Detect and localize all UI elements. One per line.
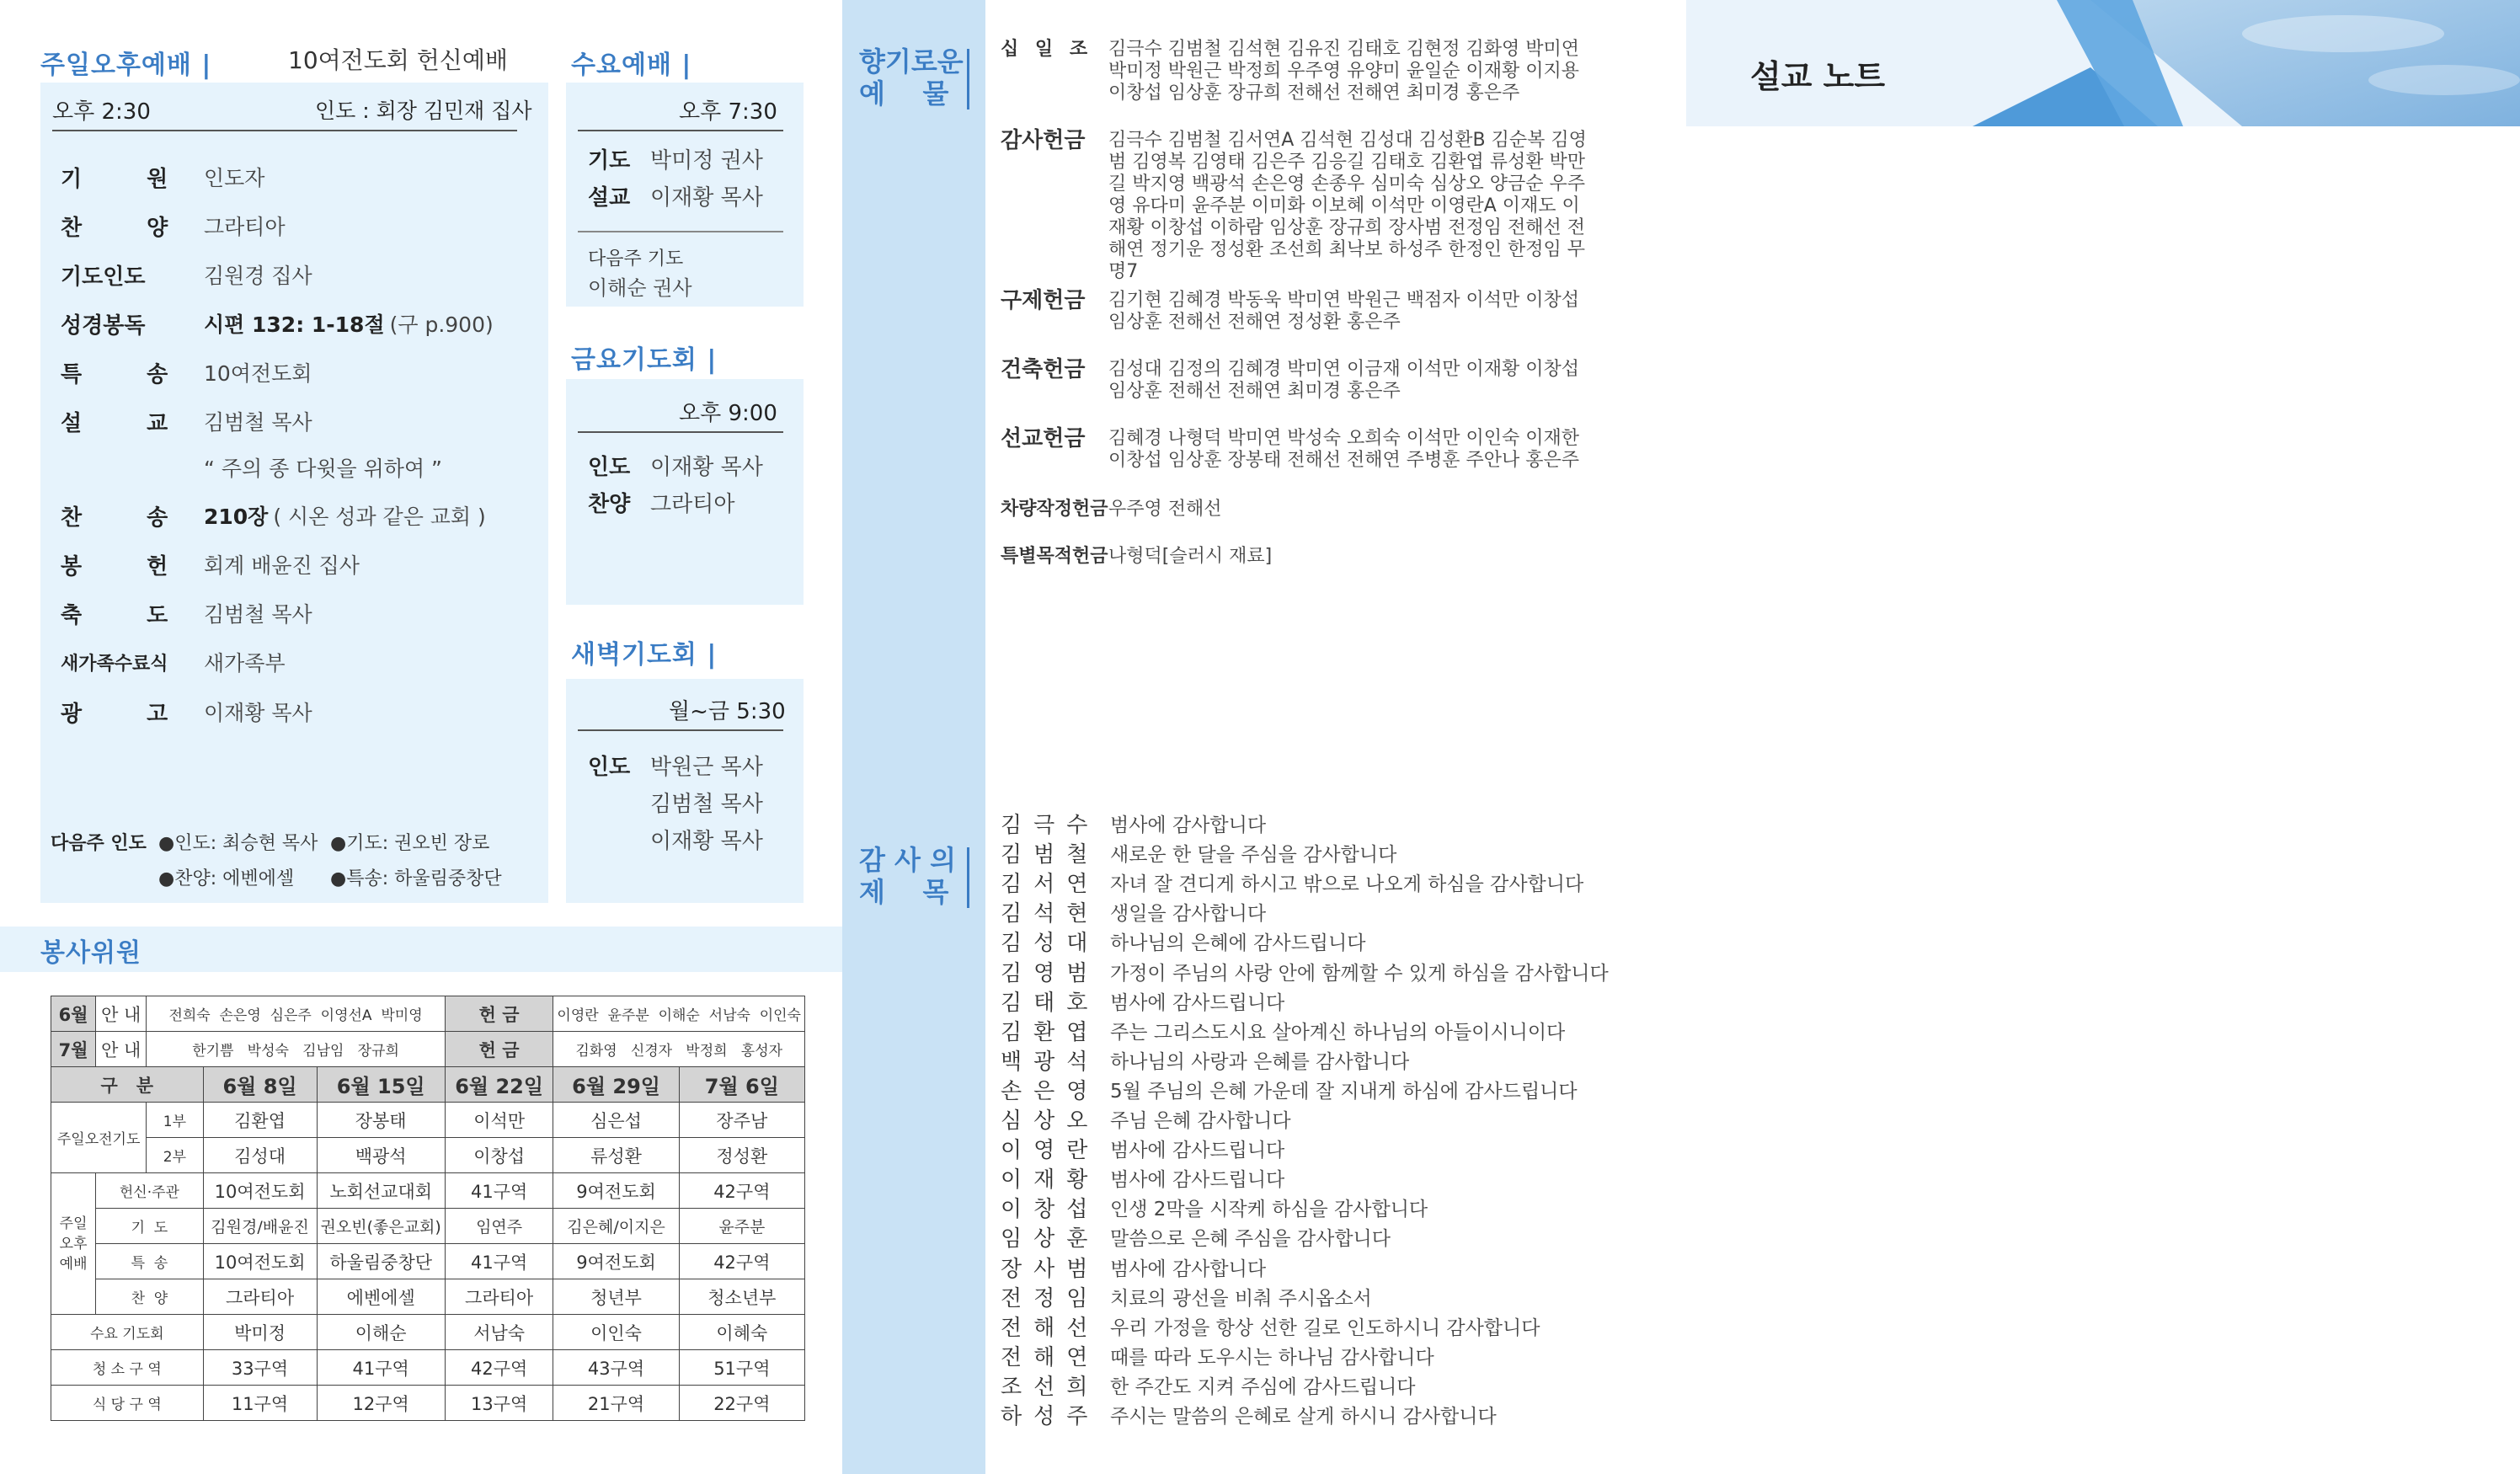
duty-cell: 권오빈(좋은교회) [317,1209,445,1244]
duty-cell: 9여전도회 [553,1244,679,1279]
month-cell: 6월 [51,996,96,1032]
sermon-note-banner [1686,0,2520,126]
thanks-message: 가정이 주님의 사랑 안에 함께할 수 있게 하심을 감사합니다 [1110,962,1609,985]
guide-names-cell: 한기쁨 박성숙 김남임 장규희 [147,1032,446,1067]
offering-names: 김극수 김범철 김석현 김유진 김태호 김현정 김화영 박미연 박미정 박원근 박정희 우주영 유양미 윤일순 이재황 이지용 이창섭 임상훈 장규희 전해선 전해연 최미경 홍은주 [1108,39,1580,104]
duty-cell: 10여전도회 [203,1244,317,1279]
month-duty-row [51,1032,805,1067]
thanks-row [1001,1075,1578,1104]
thanks-name: 장사범 [1001,1256,1100,1282]
date-header-cell: 7월 6일 [679,1067,804,1103]
offering-label-cell: 헌 금 [445,1032,553,1067]
duty-cell: 이석만 [445,1103,553,1138]
dawn-leader: 이재황 목사 [650,829,763,854]
thanks-name: 김서연 [1001,872,1100,898]
duty-cell: 김은혜/이지은 [553,1209,679,1244]
thanks-message: 범사에 감사합니다 [1110,1258,1267,1280]
wednesday-next-value: 이해순 권사 [588,276,692,300]
thanks-name: 김극수 [1001,813,1100,838]
order-label: 봉 헌 [61,553,197,579]
thanks-message: 범사에 감사드립니다 [1110,991,1285,1014]
thanks-message: 하나님의 사랑과 은혜를 감사합니다 [1110,1050,1410,1073]
order-row [61,258,312,291]
thanks-message: 자녀 잘 견디게 하시고 밖으로 나오게 하심을 감사합니다 [1110,873,1584,896]
left-divider-strip [842,0,985,1474]
pm-service-row [51,1209,805,1244]
sunday-pm-leader: 인도 : 회장 김민재 집사 [315,99,532,123]
order-row [61,160,264,194]
thanks-name: 김영범 [1001,960,1100,986]
duty-cell: 43구역 [553,1350,679,1386]
wednesday-next-label: 다음주 기도 [588,248,684,270]
order-row [61,451,442,484]
duty-cell: 42구역 [679,1244,804,1279]
duty-cell: 노회선교대회 [317,1173,445,1209]
wednesday-prayer: 기도 박미정 권사 [588,148,763,174]
thanks-message: 주님 은혜 감사합니다 [1110,1110,1291,1132]
thanks-message: 때를 따라 도우시는 하나님 감사합니다 [1110,1346,1434,1369]
thanks-message: 5월 주님의 은혜 가운데 잘 지내게 하심에 감사드립니다 [1110,1080,1578,1103]
thanks-row [1001,1134,1284,1163]
part-cell: 기 도 [96,1209,203,1244]
part-cell: 특 송 [96,1244,203,1279]
thanks-message: 치료의 광선을 비춰 주시옵소서 [1110,1287,1372,1310]
friday-praise: 찬양 그라티아 [588,492,735,517]
order-row [61,307,494,340]
offering-type: 구제헌금 [1001,288,1086,313]
offering-type: 선교헌금 [1001,426,1086,451]
duty-label-cell: 식 당 구 역 [51,1386,204,1421]
thanks-message: 새로운 한 달을 주심을 감사합니다 [1110,844,1397,867]
thanks-name: 김성대 [1001,931,1100,957]
duty-cell: 이창섭 [445,1138,553,1173]
thanks-side-bar [967,847,969,908]
offering-type: 십 일 조 [1001,39,1093,60]
part-cell: 헌신·주관 [96,1173,203,1209]
friday-divider [578,431,783,433]
duty-cell: 에벤에셀 [317,1279,445,1315]
thanks-row [1001,957,1609,986]
wednesday-time: 오후 7:30 [679,99,777,125]
guide-names-cell: 전희숙 손은영 심은주 이영선A 박미영 [147,996,446,1032]
duty-cell: 9여전도회 [553,1173,679,1209]
next-week-item: ●기도: 권오빈 장로 [330,833,490,854]
friday-leader: 인도 이재황 목사 [588,455,763,480]
order-value: 그라티아 [204,215,286,239]
month-cell: 7월 [51,1032,96,1067]
dawn-leader: 김범철 목사 [650,792,763,817]
sunday-pm-box [40,83,548,903]
order-label: 찬 송 [61,505,197,531]
thanks-message: 생일을 감사합니다 [1110,903,1267,926]
pm-service-row [51,1279,805,1315]
duty-cell: 이해순 [317,1315,445,1350]
offering-row [1001,39,1607,104]
other-duty-row [51,1350,805,1386]
sunday-pm-divider [52,130,517,131]
dawn-divider [578,729,783,731]
thanks-name: 김태호 [1001,990,1100,1016]
order-value: 회계 배윤진 집사 [204,553,360,578]
date-header-cell: 6월 22일 [445,1067,553,1103]
duty-cell: 12구역 [317,1386,445,1421]
dawn-leader: 박원근 목사 [650,755,763,780]
part-cell: 찬 양 [96,1279,203,1315]
dawn-label: 인도 [588,755,631,780]
other-duty-row [51,1315,805,1350]
thanks-name: 조선희 [1001,1374,1100,1400]
order-value: 시편 132: 1-18절 (구 p.900) [204,312,494,337]
thanks-row [1001,1193,1428,1222]
date-header-cell: 6월 29일 [553,1067,679,1103]
thanks-message: 범사에 감사드립니다 [1110,1140,1285,1162]
thanks-row [1001,1016,1565,1045]
order-label: 설 교 [61,410,197,436]
duty-cell: 22구역 [679,1386,804,1421]
thanks-name: 김범철 [1001,842,1100,868]
thanks-message: 범사에 감사드립니다 [1110,1169,1285,1192]
duty-cell: 41구역 [317,1350,445,1386]
offering-row [1001,359,1607,403]
thanks-row [1001,927,1365,956]
thanks-name: 김환엽 [1001,1019,1100,1045]
duty-cell: 13구역 [445,1386,553,1421]
header-label-cell: 구 분 [51,1067,204,1103]
date-header-cell: 6월 8일 [203,1067,317,1103]
thanks-name: 심상오 [1001,1108,1100,1134]
thanks-name: 손은영 [1001,1078,1100,1104]
duty-cell: 장주남 [679,1103,804,1138]
thanks-message: 인생 2막을 시작케 하심을 감사합니다 [1110,1199,1428,1221]
duty-cell: 서남숙 [445,1315,553,1350]
duty-cell: 윤주분 [679,1209,804,1244]
thanks-row [1001,809,1266,838]
sermon-note-title: 설교 노트 [1750,58,1886,95]
order-value: 이재황 목사 [204,701,312,725]
order-label: 찬 양 [61,215,197,241]
next-week-item: ●특송: 하울림중창단 [330,868,502,889]
order-row [61,596,312,630]
thanks-message: 말씀으로 은혜 주심을 감사합니다 [1110,1228,1391,1251]
offering-names-cell: 이영란 윤주분 이해순 서남숙 이인숙 [553,996,805,1032]
thanks-row [1001,986,1284,1016]
thanks-row [1001,1282,1372,1311]
offering-names: 김혜경 나형덕 박미연 박성숙 오희숙 이석만 이인숙 이재한 이창섭 임상훈 장봉태 전해선 전해연 주병훈 주안나 홍은주 [1108,428,1580,471]
offering-label-cell: 헌 금 [445,996,553,1032]
thanks-row [1001,1370,1416,1400]
duty-cell: 그라티아 [445,1279,553,1315]
order-row [61,547,360,581]
duty-cell: 51구역 [679,1350,804,1386]
thanks-name: 전해연 [1001,1344,1100,1370]
volunteer-schedule-table [51,996,805,1421]
order-label: 성경봉독 [61,312,146,339]
wednesday-divider [578,130,783,131]
wednesday-sermon: 설교 이재황 목사 [588,185,763,211]
thanks-name: 이창섭 [1001,1197,1100,1223]
am-prayer-label-cell: 주일오전기도 [51,1103,147,1173]
offering-side-title: 향기로운 예 물 [859,45,964,109]
duty-cell: 이인숙 [553,1315,679,1350]
thanks-message: 하나님의 은혜에 감사드립니다 [1110,932,1366,955]
offering-names: 김기현 김혜경 박동욱 박미연 박원근 백점자 이석만 이창섭 임상훈 전해선 전해연 정성환 홍은주 [1108,290,1580,333]
offering-names: 나형덕[슬러시 재료] [1108,546,1273,567]
thanks-message: 주시는 말씀의 은혜로 살게 하시니 감사합니다 [1110,1406,1497,1428]
duty-cell: 류성환 [553,1138,679,1173]
duty-cell: 하울림중창단 [317,1244,445,1279]
next-week-label: 다음주 인도 [51,833,147,854]
thanks-row [1001,1104,1291,1134]
wednesday-divider-2 [578,231,783,232]
part-cell: 2부 [147,1138,203,1173]
duty-cell: 42구역 [679,1173,804,1209]
duty-cell: 김성대 [203,1138,317,1173]
wednesday-title: 수요예배 | [571,51,692,80]
thanks-row [1001,1311,1540,1341]
thanks-row [1001,1045,1409,1075]
duty-cell: 42구역 [445,1350,553,1386]
duty-cell: 김환엽 [203,1103,317,1138]
thanks-row [1001,1163,1284,1193]
thanks-message: 주는 그리스도시요 살아계신 하나님의 아들이시니이다 [1110,1021,1566,1044]
thanks-name: 임상훈 [1001,1226,1100,1252]
pm-service-label-cell: 주일 오후 예배 [51,1173,96,1315]
order-value: “ 주의 종 다윗을 위하여 ” [204,457,442,481]
duty-cell: 21구역 [553,1386,679,1421]
thanks-row [1001,838,1396,868]
order-value: 김범철 목사 [204,602,312,627]
order-value: 김원경 집사 [204,264,312,288]
thanks-row [1001,1341,1434,1370]
guide-label-cell: 안 내 [96,996,147,1032]
duty-cell: 정성환 [679,1138,804,1173]
part-cell: 1부 [147,1103,203,1138]
order-row [61,404,312,438]
duty-cell: 41구역 [445,1173,553,1209]
thanks-message: 한 주간도 지켜 주심에 감사드립니다 [1110,1375,1416,1398]
pm-service-row [51,1173,805,1209]
duty-label-cell: 청 소 구 역 [51,1350,204,1386]
thanks-row [1001,1252,1266,1282]
duty-cell: 33구역 [203,1350,317,1386]
sunday-pm-time: 오후 2:30 [52,99,151,125]
thanks-name: 전해선 [1001,1315,1100,1341]
offering-type: 건축헌금 [1001,357,1086,382]
table-header-row [51,1067,805,1103]
other-duty-row [51,1386,805,1421]
order-row [61,499,486,532]
duty-cell: 청년부 [553,1279,679,1315]
duty-cell: 41구역 [445,1244,553,1279]
thanks-name: 이영란 [1001,1138,1100,1164]
offering-names: 김극수 김범철 김서연A 김석현 김성대 김성환B 김순복 김영범 김영복 김영태 김은주 김응길 김태호 김환엽 류성환 박만길 박지영 백광석 손은영 손종우 심미숙 심상오 양금순 우주영 유다미 윤주분 이미화 이보혜 이석만 이영란A 이재도 이재황 이창섭 이하람 임상훈 장규희 장사범 전정임 전해선 전해연 정기운 정성환 조선희 최낙보 하성주 한정인 한정임 무명7 [1108,130,1587,282]
order-row [61,645,286,679]
duty-cell: 심은섭 [553,1103,679,1138]
duty-cell: 박미정 [203,1315,317,1350]
date-header-cell: 6월 15일 [317,1067,445,1103]
offering-names-cell: 김화영 신경자 박정희 홍성자 [553,1032,805,1067]
order-value: 10여전도회 [204,361,312,386]
offering-names: 우주영 전해선 [1108,499,1222,520]
next-week-item: ●인도: 최승현 목사 [158,833,318,854]
month-duty-row [51,996,805,1032]
order-label: 특 송 [61,361,197,387]
thanks-message: 범사에 감사합니다 [1110,814,1267,836]
thanks-name: 이재황 [1001,1167,1100,1194]
order-value: 새가족부 [204,651,286,676]
volunteers-title: 봉사위원 [40,938,141,968]
thanks-row [1001,1222,1391,1252]
offering-type: 특별목적헌금 [1001,546,1108,567]
offering-row [1001,546,1607,568]
sunday-pm-title: 주일오후예배 | [40,51,212,80]
order-row [61,355,312,389]
pm-service-row [51,1244,805,1279]
offering-names: 김성대 김정의 김혜경 박미연 이금재 이석만 이재황 이창섭 임상훈 전해선 전해연 최미경 홍은주 [1108,359,1580,402]
thanks-name: 백광석 [1001,1049,1100,1075]
order-value: 인도자 [204,166,265,190]
offering-row [1001,499,1607,521]
thanks-name: 전정임 [1001,1285,1100,1311]
duty-cell: 이혜숙 [679,1315,804,1350]
thanks-row [1001,897,1266,927]
duty-cell: 11구역 [203,1386,317,1421]
order-row [61,695,312,729]
offering-row [1001,428,1607,472]
dawn-time: 월~금 5:30 [669,699,786,724]
am-prayer-row [51,1138,805,1173]
offering-row [1001,290,1607,334]
dawn-title: 새벽기도회 | [571,640,718,670]
duty-cell: 10여전도회 [203,1173,317,1209]
am-prayer-row [51,1103,805,1138]
order-value: 210장 ( 시온 성과 같은 교회 ) [204,505,486,529]
duty-cell: 임연주 [445,1209,553,1244]
next-week-item: ●찬양: 에벤에셀 [158,868,295,889]
order-label: 새가족수료식 [61,653,168,675]
duty-cell: 청소년부 [679,1279,804,1315]
sunday-pm-subtitle: 10여전도회 헌신예배 [288,46,508,74]
guide-label-cell: 안 내 [96,1032,147,1067]
order-label: 축 도 [61,602,197,628]
offering-side-bar [967,49,969,109]
order-label: 기도인도 [61,264,146,290]
offering-type: 감사헌금 [1001,128,1086,153]
order-label: 기 원 [61,166,197,192]
thanks-name: 하성주 [1001,1404,1100,1429]
duty-cell: 백광석 [317,1138,445,1173]
friday-title: 금요기도회 | [571,345,718,375]
order-row [61,209,286,243]
thanks-row [1001,1400,1497,1429]
duty-label-cell: 수요 기도회 [51,1315,204,1350]
order-value: 김범철 목사 [204,410,312,435]
thanks-name: 김석현 [1001,901,1100,927]
thanks-side-title: 감 사 의 제 목 [859,844,957,908]
duty-cell: 그라티아 [203,1279,317,1315]
thanks-row [1001,868,1583,897]
order-label: 광 고 [61,701,197,727]
duty-cell: 장봉태 [317,1103,445,1138]
friday-time: 오후 9:00 [679,401,777,426]
duty-cell: 김원경/배윤진 [203,1209,317,1244]
offering-row [1001,130,1607,283]
thanks-message: 우리 가정을 항상 선한 길로 인도하시니 감사합니다 [1110,1316,1540,1339]
offering-type: 차량작정헌금 [1001,499,1108,520]
